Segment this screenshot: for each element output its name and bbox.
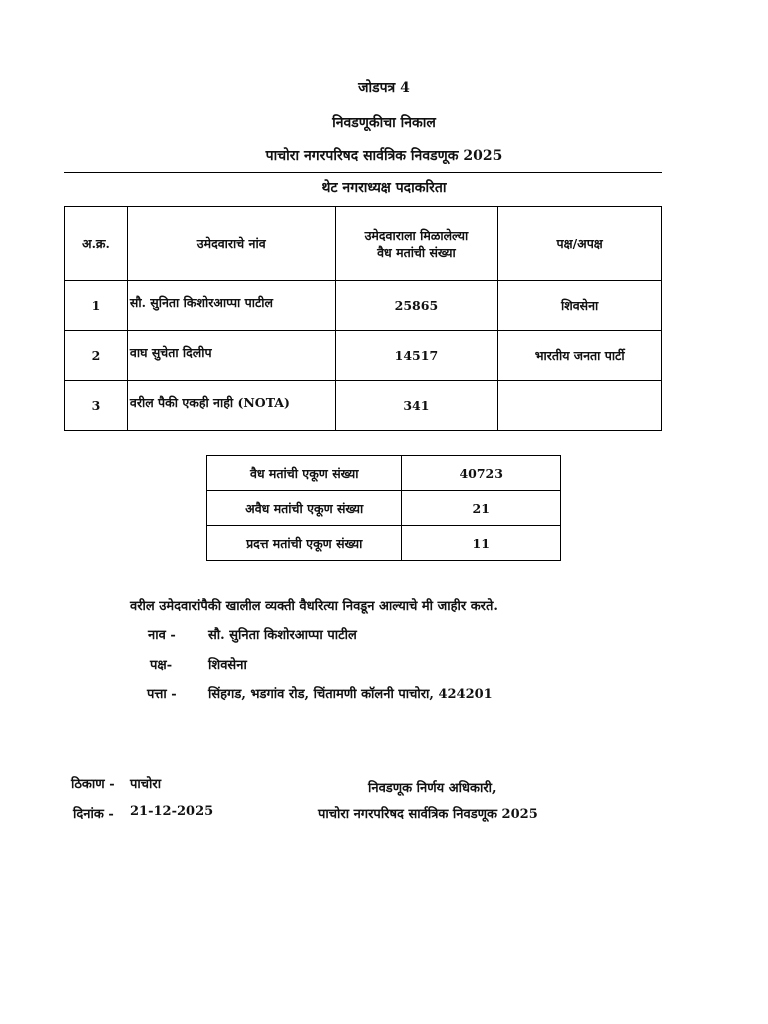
col-header-votes-line2: वैध मतांची संख्या	[377, 244, 456, 260]
winner-address: सिंहगड, भडगांव रोड, चिंतामणी कॉलनी पाचोरा, 424201	[208, 687, 493, 702]
section-title: थेट नगराध्यक्ष पदाकरिता	[321, 180, 447, 196]
cell-candidate-name: सौ. सुनिता किशोरआप्पा पाटील	[127, 281, 335, 331]
col-header-name: उमेदवाराचे नांव	[127, 207, 335, 281]
cell-votes: 25865	[335, 281, 498, 331]
winner-party: शिवसेना	[208, 658, 247, 673]
cell-candidate-name: वाघ सुचेता दिलीप	[127, 331, 335, 381]
cell-party	[498, 381, 662, 431]
table-row	[65, 281, 662, 331]
cell-party: शिवसेना	[498, 281, 662, 331]
party-label: पक्ष-	[150, 658, 173, 673]
cell-serial: 3	[65, 381, 128, 431]
summary-value: 40723	[402, 456, 561, 491]
name-label: नाव -	[148, 628, 176, 643]
cell-candidate-name: वरील पैकी एकही नाही (NOTA)	[127, 381, 335, 431]
cell-party: भारतीय जनता पार्टी	[498, 331, 662, 381]
col-header-votes	[335, 207, 498, 281]
summary-table	[206, 455, 561, 561]
results-table	[64, 206, 662, 431]
table-row	[65, 331, 662, 381]
cell-votes: 341	[335, 381, 498, 431]
date-value: 21-12-2025	[130, 804, 214, 819]
page-title: निवडणूकीचा निकाल	[332, 115, 436, 131]
summary-row	[207, 456, 561, 491]
page-subtitle: पाचोरा नगरपरिषद सार्वत्रिक निवडणूक 2025	[265, 148, 503, 164]
winner-name: सौ. सुनिता किशोरआप्पा पाटील	[208, 628, 357, 643]
date-label: दिनांक -	[73, 807, 114, 822]
results-header-row	[65, 207, 662, 281]
summary-row	[207, 526, 561, 561]
summary-label: अवैध मतांची एकूण संख्या	[207, 491, 402, 526]
col-header-votes-line1: उमेदवाराला मिळालेल्या	[364, 227, 469, 243]
declaration-statement: वरील उमेदवारांपैकी खालील व्यक्ती वैधरित्या निवडून आल्याचे मी जाहीर करते.	[130, 599, 498, 614]
summary-row	[207, 491, 561, 526]
cell-serial: 1	[65, 281, 128, 331]
col-header-party: पक्ष/अपक्ष	[498, 207, 662, 281]
place-value: पाचोरा	[130, 777, 162, 792]
officer-title: निवडणूक निर्णय अधिकारी,	[368, 781, 497, 796]
table-row	[65, 381, 662, 431]
annexure-label: जोडपत्र 4	[358, 80, 410, 96]
address-label: पत्ता -	[147, 687, 177, 702]
place-label: ठिकाण -	[71, 777, 115, 792]
summary-value: 21	[402, 491, 561, 526]
col-header-serial: अ.क्र.	[65, 207, 128, 281]
summary-value: 11	[402, 526, 561, 561]
header-divider	[64, 172, 662, 173]
officer-election: पाचोरा नगरपरिषद सार्वत्रिक निवडणूक 2025	[318, 807, 538, 822]
cell-votes: 14517	[335, 331, 498, 381]
summary-label: प्रदत्त मतांची एकूण संख्या	[207, 526, 402, 561]
summary-label: वैध मतांची एकूण संख्या	[207, 456, 402, 491]
cell-serial: 2	[65, 331, 128, 381]
